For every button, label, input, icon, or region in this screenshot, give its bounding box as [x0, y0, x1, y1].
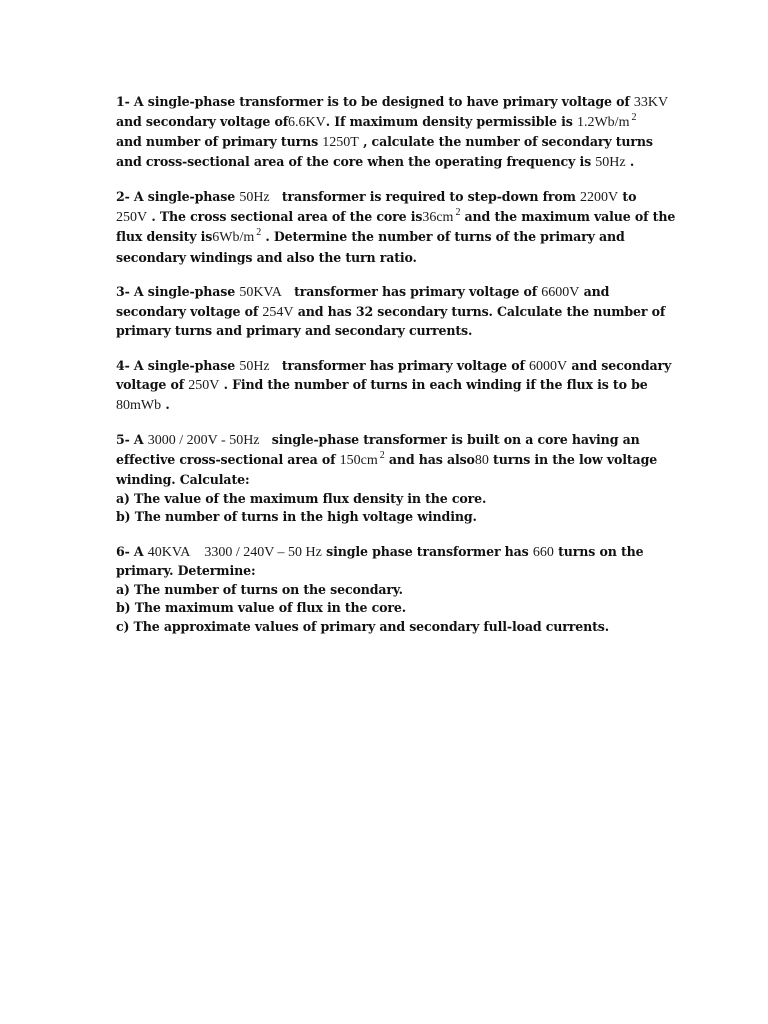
superscript: 2 [256, 227, 262, 238]
problem-4-line-3 [116, 396, 656, 416]
problem-sheet [116, 93, 676, 652]
problem-6-text: c) The approximate values of primary and secondary full-load currents. [116, 618, 609, 634]
problem-4-secondary-voltage: 250V [188, 378, 220, 393]
problem-3-text: primary turns and primary and secondary currents. [116, 323, 473, 338]
problem-3-line-3 [116, 322, 656, 341]
problem-3-rating: 50KVA [239, 285, 282, 300]
problem-3-primary-voltage: 6600V [541, 285, 580, 300]
problem-2-text: secondary windings and also the turn ratio. [116, 249, 417, 265]
problem-5-text: 5- A [116, 432, 148, 447]
problem-4-primary-voltage: 6000V [529, 358, 568, 374]
problem-5-text: turns in the low voltage [488, 451, 658, 467]
problem-3-secondary-voltage: 254V [262, 304, 294, 320]
problem-4-flux: 80mWb [116, 397, 162, 413]
problem-5-lv-turns: 80 [474, 452, 489, 468]
problem-4-text: transformer has primary voltage of [277, 357, 530, 373]
problem-2-text: to [618, 189, 637, 204]
problem-4-line-2 [116, 376, 656, 396]
superscript: 2 [379, 449, 385, 461]
problem-2-core-area: 36cm [422, 209, 454, 225]
problem-5-line-2 [116, 451, 656, 472]
problem-6-text: turns on the [553, 543, 644, 559]
problem-6-part-b [116, 599, 656, 618]
problem-5-rating: 3000 / 200V - 50Hz [147, 433, 260, 448]
problem-5-line-3 [116, 471, 656, 490]
problem-2-frequency: 50Hz [239, 190, 270, 205]
problem-1-text: and secondary voltage of [116, 113, 289, 129]
problem-3-line-2 [116, 303, 666, 323]
problem-5-text: winding. Calculate: [116, 472, 250, 487]
problem-2-text: flux density is [116, 229, 213, 244]
problem-2-line-4 [116, 249, 656, 268]
problem-1-line-3 [116, 133, 656, 153]
problem-1 [116, 93, 669, 172]
problem-5-text: effective cross-sectional area of [116, 451, 340, 467]
problem-1-primary-turns: 1250T [322, 135, 359, 150]
superscript: 2 [455, 206, 461, 218]
problem-3-text: secondary voltage of [116, 303, 263, 319]
problem-1-flux-density: 1.2Wb/m [576, 114, 630, 130]
problem-2-secondary-voltage: 250V [116, 209, 148, 225]
problem-1-text: . [625, 153, 635, 169]
problem-4-text: . Find the number of turns in each winding if the flux is to be [219, 377, 648, 392]
problem-2-line-2 [116, 206, 676, 229]
problem-1-primary-voltage: 33KV [633, 95, 669, 110]
problem-6-line-1 [116, 543, 656, 563]
problem-5-text: b) The number of turns in the high voltage winding. [116, 509, 477, 524]
problem-2-text: and the maximum value of the [460, 208, 676, 224]
problem-2-line-3 [116, 228, 656, 249]
problem-6-text: single phase transformer has [321, 543, 533, 559]
problem-2-text: . Determine the number of turns of the primary and [261, 229, 625, 244]
problem-6-primary-turns: 660 [532, 544, 554, 560]
problem-3 [116, 283, 666, 341]
problem-5-text: a) The value of the maximum flux density in the core. [116, 490, 487, 506]
problem-4-text: 4- A single-phase [116, 357, 240, 373]
problem-6 [116, 543, 656, 637]
problem-2 [116, 188, 676, 267]
problem-5-text: and has also [384, 451, 475, 467]
problem-4-text: voltage of [116, 377, 189, 392]
problem-2-text: . The cross sectional area of the core is [147, 208, 423, 224]
problem-6-rating: 40KVA [147, 544, 191, 560]
problem-2-text: 2- A single-phase [116, 189, 240, 204]
problem-4-frequency: 50Hz [239, 358, 270, 374]
problem-2-line-1 [116, 188, 656, 208]
problem-4-line-1 [116, 357, 672, 377]
problem-6-text: 6- A [116, 543, 148, 559]
problem-1-text: and cross-sectional area of the core when the operating frequency is [116, 153, 596, 169]
problem-5 [116, 431, 656, 527]
problem-4-text: and secondary [567, 357, 672, 373]
problem-1-text: 1- A single-phase transformer is to be designed to have primary voltage of [116, 94, 634, 109]
problem-1-secondary-voltage: 6.6KV [288, 114, 326, 130]
problem-3-text: and has 32 secondary turns. Calculate the number of [293, 303, 666, 319]
problem-1-frequency: 50Hz [595, 154, 626, 170]
problem-6-part-a [116, 581, 656, 600]
problem-2-flux-density: 6Wb/m [212, 230, 255, 245]
problem-5-text: single-phase transformer is built on a core having an [267, 432, 640, 447]
problem-3-text: 3- A single-phase [116, 284, 240, 299]
problem-6-voltage-frequency: 3300 / 240V – 50 Hz [204, 544, 322, 560]
problem-1-line-2 [116, 113, 656, 134]
problem-5-core-area: 150cm [339, 452, 378, 468]
problem-6-line-2 [116, 562, 656, 581]
problem-3-line-1 [116, 283, 656, 303]
problem-3-text: transformer has primary voltage of [289, 284, 542, 299]
problem-5-part-a [116, 490, 656, 509]
problem-1-text: and number of primary turns [116, 134, 323, 149]
problem-4 [116, 357, 672, 416]
problem-5-line-1 [116, 431, 656, 451]
problem-1-line-1 [116, 93, 669, 113]
problem-2-text: transformer is required to step-down from [277, 189, 581, 204]
problem-6-part-c [116, 618, 656, 637]
problem-6-text: b) The maximum value of flux in the core. [116, 600, 406, 615]
problem-6-text: primary. Determine: [116, 563, 256, 578]
problem-5-part-b [116, 508, 656, 527]
problem-4-text: . [161, 396, 170, 412]
problem-1-text: , calculate the number of secondary turns [358, 134, 653, 149]
problem-2-primary-voltage: 2200V [580, 190, 619, 205]
problem-1-text: . If maximum density permissible is [325, 113, 577, 129]
problem-3-text: and [579, 284, 610, 299]
superscript: 2 [631, 111, 637, 123]
problem-6-text: a) The number of turns on the secondary. [116, 581, 403, 597]
problem-1-line-4 [116, 153, 656, 173]
